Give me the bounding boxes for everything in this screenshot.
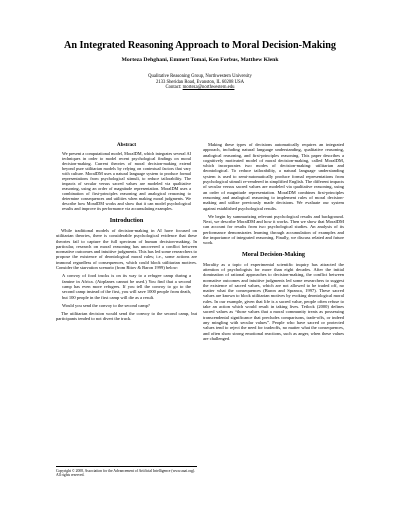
scenario-question: Would you send the convoy to the second camp? xyxy=(62,302,150,308)
contact-line xyxy=(0,85,400,91)
moral-section-paragraph-1: Morality as a topic of experimental scientific inquiry has attracted the attention of psychologists for more than eight decades. After the initial domination of rational approaches to decision-making, the conflict between normative outcomes and intuitive judgments led some researchers to suggest the existence of sacred values, which are not allowed to be traded off, no matter what the consequences (Baron and Spranca, 1997). These sacred values are known to block utilitarian motives by evoking deontological moral rules. In our example, given that life is a sacred value, people often refuse to take an action which would result in taking lives. Tetlock (2000) defines sacred values as “those values that a moral community treats as possessing transcendental significance that precludes comparisons, trade-offs, or indeed any mingling with secular values”. People who have sacred or protected values tend to reject the need for tradeoffs, no matter what the consequences, and often show strong emotional reactions, such as anger, when these values are challenged. xyxy=(203,261,344,341)
contact-email-link[interactable]: morteza@northwestern.edu xyxy=(182,85,235,91)
copyright-footnote: Copyright © 2008, Association for the Advancement of Artificial Intelligence (www.aaai.org). All rights reserved. xyxy=(56,466,197,477)
abstract-heading: Abstract xyxy=(116,142,137,148)
introduction-paragraph-2: The utilitarian decision would send the convoy to the second camp, but participants tended to not divert the truck. xyxy=(56,311,197,322)
abstract-text: We present a computational model, MoralDM, which integrates several AI techniques in order to model recent psychological findings on moral decision-making. Current theories of moral decision-making extend beyond pure utilitarian models by relying on contextual factors that vary with culture. MoralDM uses a natural language system to produce formal representations from psychological stimuli, to reduce tailorability. The impacts of secular versus sacred values are modeled via qualitative reasoning, using an order of magnitude representation. MoralDM uses a combination of first-principles reasoning and analogical reasoning to determine consequences and utilities when making moral judgments. We describe how MoralDM works and show that it can model psychological results and improve its performance via accumulating examples. xyxy=(62,151,191,211)
author-list: Morteza Dehghani, Emmett Tomai, Ken Forbus, Matthew Klenk xyxy=(121,57,279,63)
moral-section-heading: Moral Decision-Making xyxy=(241,250,306,258)
affiliation-line-1: Qualitative Reasoning Group, Northwestern University xyxy=(148,74,252,79)
affiliation-block xyxy=(0,74,400,91)
right-column xyxy=(203,142,344,344)
left-column xyxy=(56,142,197,325)
right-paragraph-1: Making these types of decisions automatically requires an integrated approach, including natural language understanding, qualitative reasoning, analogical reasoning, and first-principles reasoning. This paper describes a cognitively motivated model of moral decision-making, called MoralDM, which incorporates two modes of decision-making: utilitarian and deontological. To reduce tailorability, a natural language understanding system is used to semi-automatically produce formal representations from psychological stimuli re-rendered in simplified English. The different impacts of secular versus sacred values are modeled via qualitative reasoning, using an order of magnitude representation. MoralDM combines first-principles reasoning and analogical reasoning to implement rules of moral decision-making and utilize previously made decisions. We evaluate our system against established psychological results. xyxy=(203,142,344,211)
paper-title: An Integrated Reasoning Approach to Moral Decision-Making xyxy=(63,40,337,51)
contact-label: Contact: xyxy=(165,85,182,91)
right-paragraph-2: We begin by summarizing relevant psychological results and background. Next, we describe MoralDM and how it works. Then we show that MoralDM can account for results from two psychological studies. An analysis of its performance demonstrates learning through accumulation of examples and the importance of integrated reasoning. Finally, we discuss related and future work. xyxy=(203,213,344,246)
starvation-scenario-quote: A convoy of food trucks is on its way to a refugee camp during a famine in Africa. (Airplanes cannot be used.) You find that a second camp has even more refugees. If you tell the convoy to go to the second camp instead of the first, you will save 1000 people from death, but 100 people in the first camp will die as a result. xyxy=(62,273,191,300)
introduction-heading: Introduction xyxy=(109,217,144,224)
introduction-paragraph-1: While traditional models of decision-making in AI have focused on utilitarian theories, there is considerable psychological evidence that these theories fail to capture the full spectrum of human decision-making. In particular, research on moral reasoning has uncovered a conflict between normative outcomes and intuitive judgments. This has led some researchers to propose the existence of deontological moral rules; i.e., some actions are immoral regardless of consequences, which could block utilitarian motives. Consider the starvation scenario (from Ritov & Baron 1999) below: xyxy=(56,228,197,271)
affiliation-line-2: 2133 Sheridan Road, Evanston, IL 60208 USA xyxy=(155,79,245,85)
